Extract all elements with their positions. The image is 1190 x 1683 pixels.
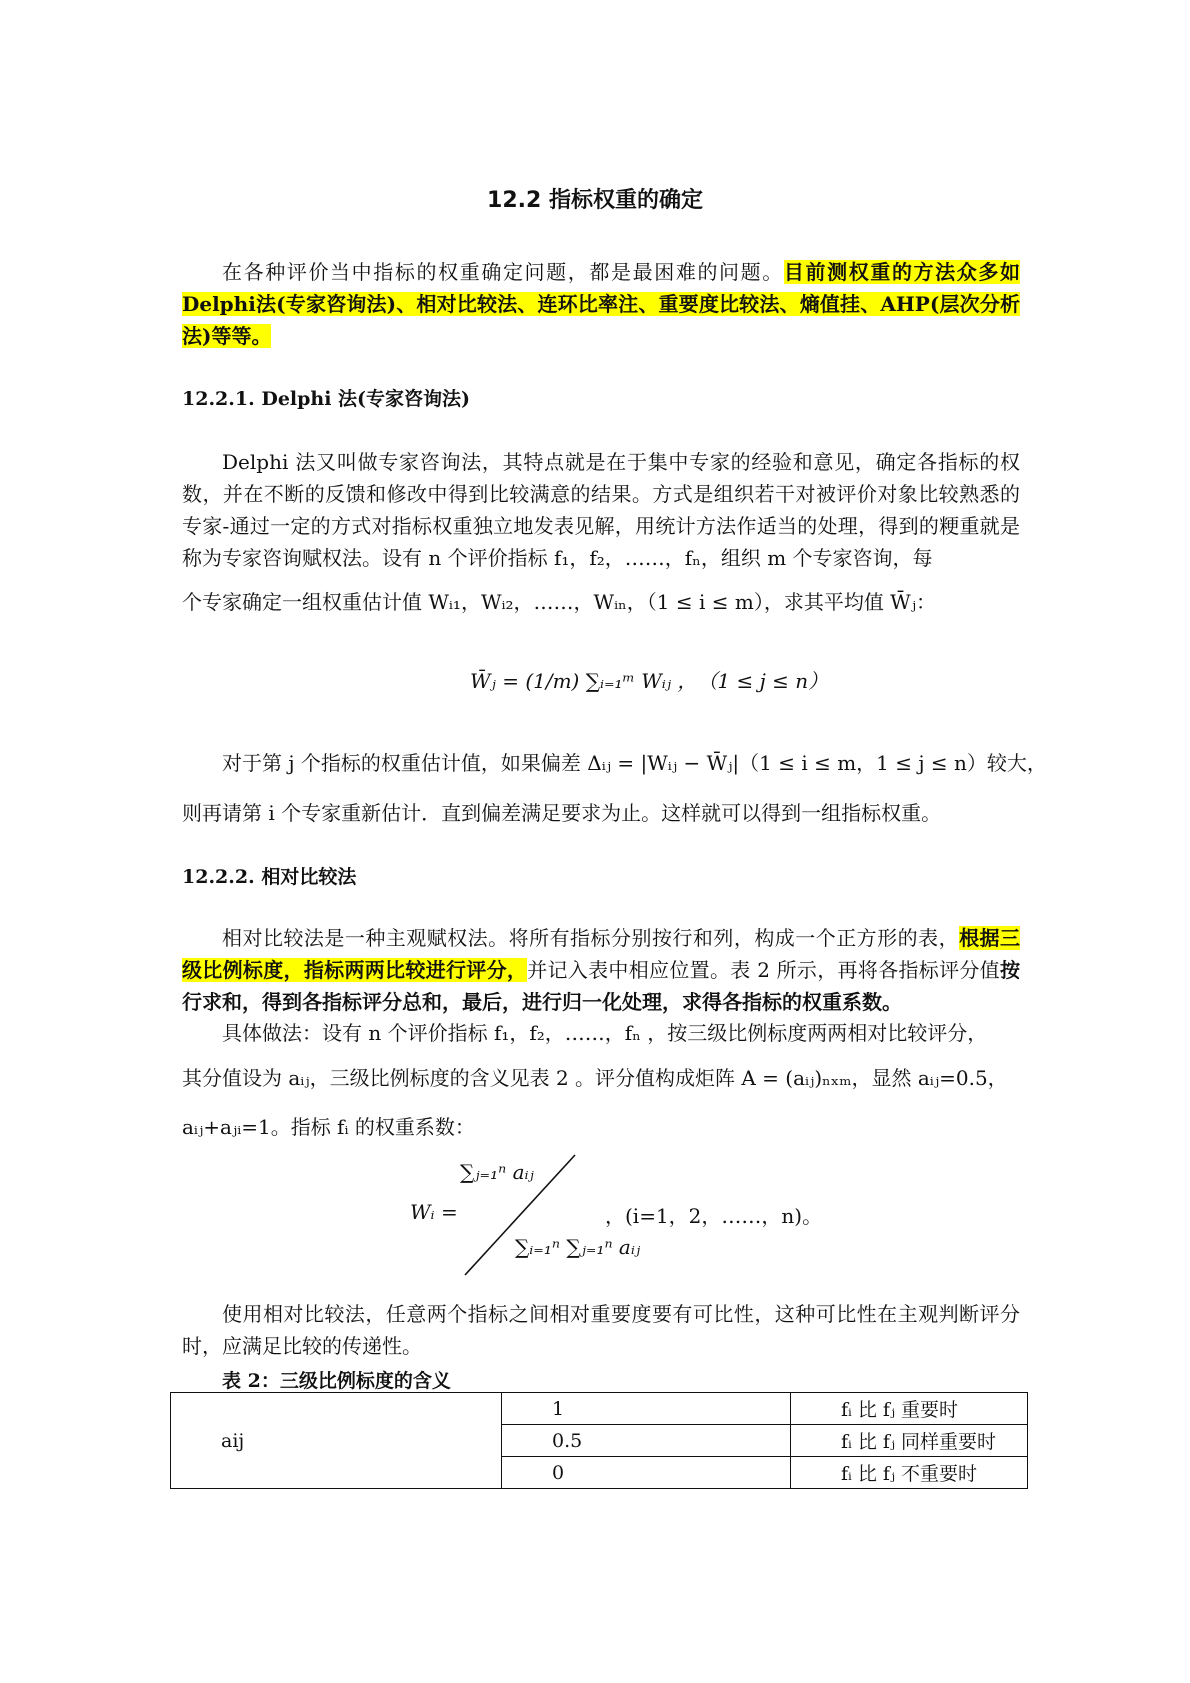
delphi-paragraph: Delphi 法又叫做专家咨询法，其特点就是在于集中专家的经验和意见，确定各指标的权数，并在不断的反馈和修改中得到比较满意的结果。方式是组织若干对被评价对象比较熟悉的专家-通过一定的方式对指标权重独立地发表见解，用统计方法作适当的处理，得到的粳重就是称为专家咨询赋权法。设有 n 个评价指标 f₁，f₂，……，fₙ，组织 m 个专家咨询，每 — [182, 450, 1020, 570]
weight-formula-lhs: Wᵢ = — [410, 1200, 458, 1224]
relative-highlight: 根据三级比例标度，指标两两比较进行评分， — [182, 926, 1021, 982]
section-heading-delphi: 12.2.1. Delphi 法(专家咨询法) — [182, 388, 471, 410]
table-cell-value: 0.5 — [502, 1425, 791, 1457]
weight-formula — [400, 1150, 900, 1280]
weight-formula-denominator: ∑ᵢ₌₁ⁿ ∑ⱼ₌₁ⁿ aᵢⱼ — [515, 1235, 641, 1259]
relative-text-a: 相对比较法是一种主观赋权法。将所有指标分别按行和列，构成一个正方形的表， — [222, 926, 960, 950]
intro-text: 在各种评价当中指标的权重确定问题，都是最困难的问题。 — [222, 260, 784, 284]
fraction-slash — [460, 1150, 580, 1280]
weight-formula-range: ，(i=1，2，……，n)。 — [605, 1204, 823, 1228]
table-cell-value: 1 — [502, 1393, 791, 1425]
relative-text-b: 并记入表中相应位置。表 2 所示，再将各指标评分值 — [527, 958, 1000, 982]
intro-paragraph — [182, 256, 1020, 352]
method-line-2: 其分值设为 aᵢⱼ，三级比例标度的含义见表 2 。评分值构成炬阵 A = (aᵢⱼ)ₙₓₘ，显然 aᵢⱼ=0.5， — [182, 1066, 1008, 1090]
table-row-label: aij — [171, 1393, 502, 1489]
method-line-3: aᵢⱼ+aⱼᵢ=1。指标 fᵢ 的权重系数： — [182, 1115, 475, 1139]
delphi-paragraph-line: 个专家确定一组权重估计值 Wᵢ₁，Wᵢ₂，……，Wᵢₙ，（1 ≤ i ≤ m），求其平均值 W̄ⱼ： — [182, 590, 937, 614]
method-line-1: 具体做法：设有 n 个评价指标 f₁，f₂，……，fₙ ，按三级比例标度两两相对比较评分， — [222, 1021, 988, 1045]
relative-paragraph — [182, 922, 1020, 1018]
intro-highlight: 目前测权重的方法众多如Delphi法(专家咨询法)、相对比较法、连环比率注、重要度比较法、熵值挂、AHP(层次分析法)等等。 — [182, 260, 1021, 348]
table-cell-meaning: fᵢ 比 fⱼ 不重要时 — [791, 1457, 1028, 1489]
delphi-average-formula: W̄ⱼ = (1/m) ∑ᵢ₌₁ᵐ Wᵢⱼ ， （1 ≤ j ≤ n） — [470, 669, 829, 693]
table-row — [171, 1393, 1028, 1425]
table-caption: 表 2：三级比例标度的含义 — [222, 1370, 451, 1392]
table-cell-meaning: fᵢ 比 fⱼ 重要时 — [791, 1393, 1028, 1425]
deviation-line: 对于第 j 个指标的权重估计值，如果偏差 Δᵢⱼ = |Wᵢⱼ − W̄ⱼ|（1 ≤ i ≤ m，1 ≤ j ≤ n）较大， — [222, 751, 1047, 775]
weight-formula-numerator: ∑ⱼ₌₁ⁿ aᵢⱼ — [460, 1160, 534, 1184]
transitivity-paragraph: 使用相对比较法，任意两个指标之间相对重要度要有可比性，这种可比性在主观判断评分时，应满足比较的传递性。 — [182, 1302, 1020, 1358]
scale-table — [170, 1392, 1028, 1489]
table-cell-meaning: fᵢ 比 fⱼ 同样重要时 — [791, 1425, 1028, 1457]
table-cell-value: 0 — [502, 1457, 791, 1489]
relative-bold: 按行求和，得到各指标评分总和，最后，进行归一化处理，求得各指标的权重系数。 — [182, 958, 1020, 1014]
page-title: 12.2 指标权重的确定 — [487, 188, 703, 213]
section-heading-relative: 12.2.2. 相对比较法 — [182, 866, 357, 888]
delphi-closing: 则再请第 i 个专家重新估计．直到偏差满足要求为止。这样就可以得到一组指标权重。 — [182, 801, 942, 825]
